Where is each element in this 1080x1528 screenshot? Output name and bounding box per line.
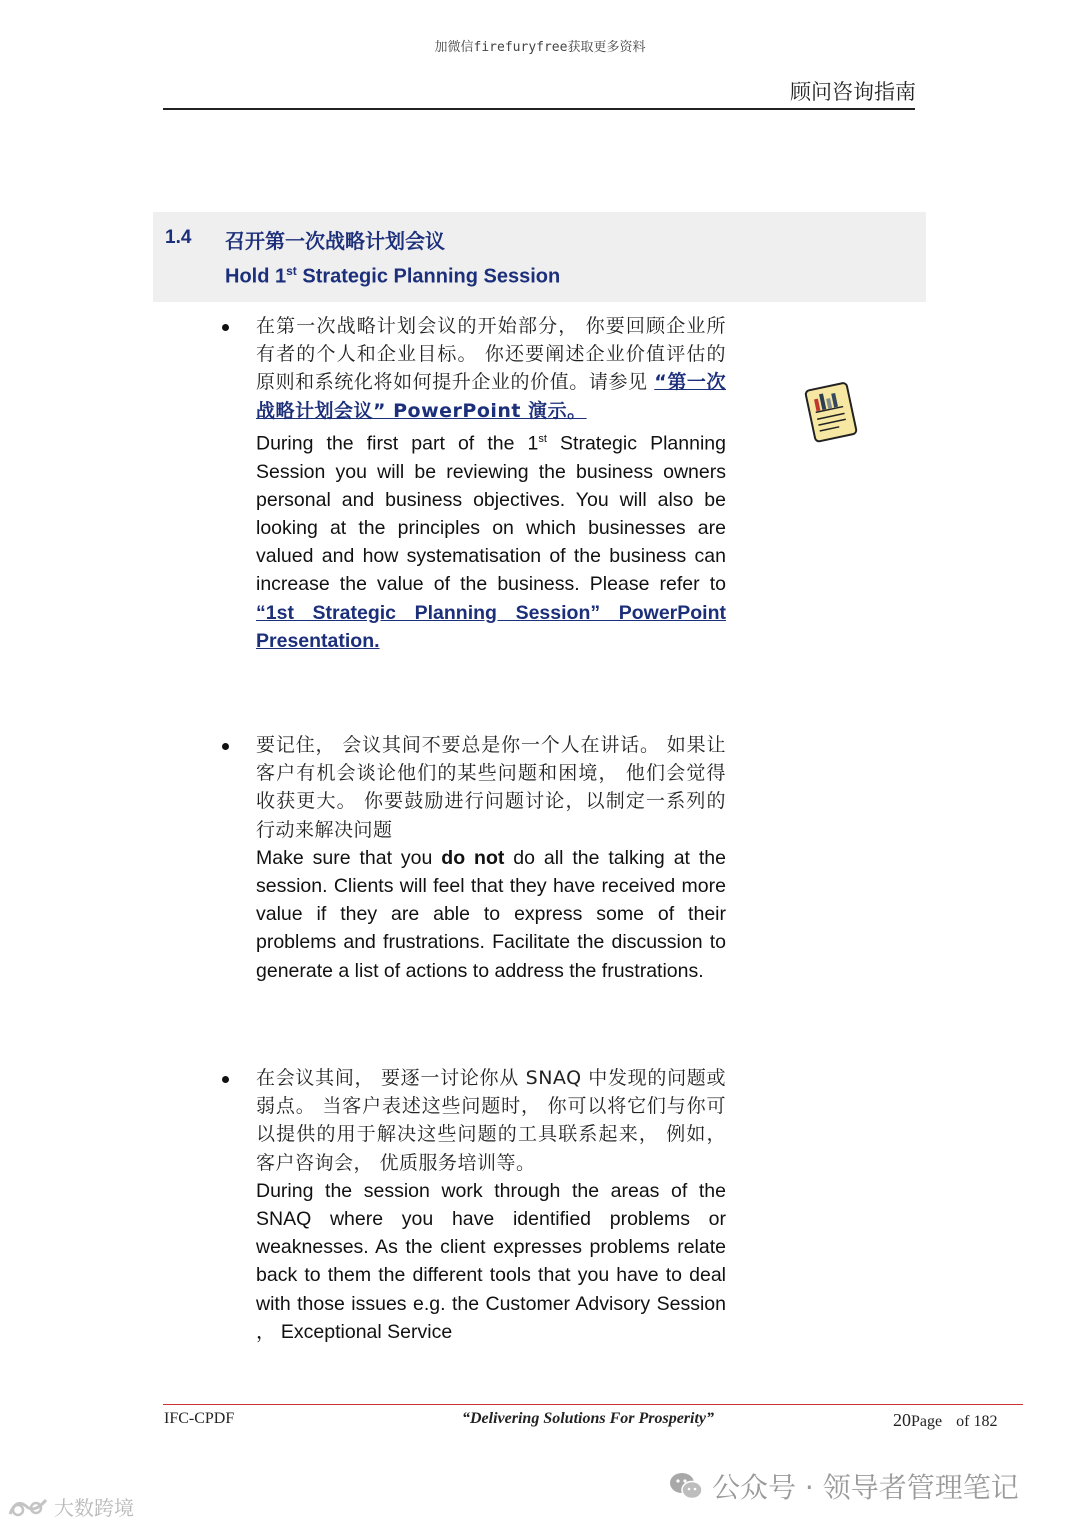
bullet-text <box>256 312 726 655</box>
bullet-1-en-link[interactable]: “1st Strategic Planning Session” PowerPoint Presentation. <box>256 601 726 652</box>
footer-page-info <box>893 1410 997 1431</box>
footer-slogan: “Delivering Solutions For Prosperity” <box>462 1410 715 1427</box>
bullet-3-cn: 在会议其间， 要逐一讨论你从 SNAQ 中发现的问题或弱点。 当客户表述这些问题时， 你可以将它们与你可以提供的用于解决这些问题的工具联系起来， 例如， 客户咨询会， 优质服务培训等。 <box>256 1067 726 1174</box>
bullet-2-en-post: do all the talking at the session. Clients will feel that they have received more value if they are able to express some of their problems and frustrations. Facilitate the discussion to generate a list of actions to address the frustrations. <box>256 846 726 982</box>
page-total: of 182 <box>956 1413 998 1430</box>
bullet-2-en-bold: do not <box>441 846 505 869</box>
section-title-en-post: Strategic Planning Session <box>296 265 561 288</box>
wechat-watermark <box>668 1466 1019 1506</box>
document-chart-icon <box>800 380 864 444</box>
footer-doc-code: IFC-CPDF <box>164 1410 235 1427</box>
logo-watermark-text: 大数跨境 <box>54 1496 134 1520</box>
bullet-3-en: During the session work through the areas of the SNAQ where you have identified problems or weaknesses. As the client expresses problems relate back to them the different tools that you have to deal with those issues e.g. the Customer Advisory Session ， Exceptional Service <box>256 1179 726 1343</box>
section-title-en <box>225 264 560 289</box>
bullet-1-cn-link[interactable]: “第一次战略计划会议” PowerPoint 演示。 <box>256 371 726 422</box>
logo-watermark <box>6 1492 134 1521</box>
top-watermark: 加微信firefuryfree获取更多资料 <box>434 40 646 55</box>
logo-icon <box>6 1494 50 1520</box>
section-number: 1.4 <box>165 227 192 248</box>
bullet-1-en-pre: During the first part of the 1 <box>256 432 539 455</box>
wechat-watermark-text: 公众号 · 领导者管理笔记 <box>712 1471 1019 1504</box>
section-title-en-sup: st <box>286 264 297 278</box>
bullet-item-1 <box>222 312 728 692</box>
bullet-dot <box>222 743 229 750</box>
header-rule <box>163 108 915 110</box>
bullet-text <box>256 1064 726 1346</box>
header-title: 顾问咨询指南 <box>790 80 916 104</box>
section-heading <box>153 212 926 302</box>
bullet-item-2 <box>222 731 728 1021</box>
bullet-text <box>256 731 726 985</box>
section-title-en-pre: Hold 1 <box>225 265 287 288</box>
bullet-dot <box>222 324 229 331</box>
wechat-icon <box>668 1471 704 1501</box>
bullet-2-cn: 要记住， 会议其间不要总是你一个人在讲话。 如果让客户有机会谈论他们的某些问题和困境， 他们会觉得收获更大。 你要鼓励进行问题讨论，以制定一系列的行动来解决问题 <box>256 734 726 841</box>
bullet-item-3 <box>222 1064 728 1364</box>
footer-rule <box>163 1404 1023 1405</box>
bullet-1-en-sup: st <box>538 432 547 445</box>
bullet-1-en-post: Strategic Planning Session you will be reviewing the business owners personal and business objectives. You will also be looking at the principles on which businesses are valued and how systematisation of the business can increase the value of the business. Please refer to <box>256 432 726 596</box>
page-number: 20 <box>893 1410 911 1430</box>
bullet-1-cn: 在第一次战略计划会议的开始部分， 你要回顾企业所有者的个人和企业目标。 你还要阐述企业价值评估的原则和系统化将如何提升企业的价值。请参见 <box>256 315 726 394</box>
page-label: Page <box>911 1413 943 1430</box>
bullet-2-en-pre: Make sure that you <box>256 846 442 869</box>
bullet-dot <box>222 1076 229 1083</box>
section-title-cn: 召开第一次战略计划会议 <box>225 229 445 253</box>
